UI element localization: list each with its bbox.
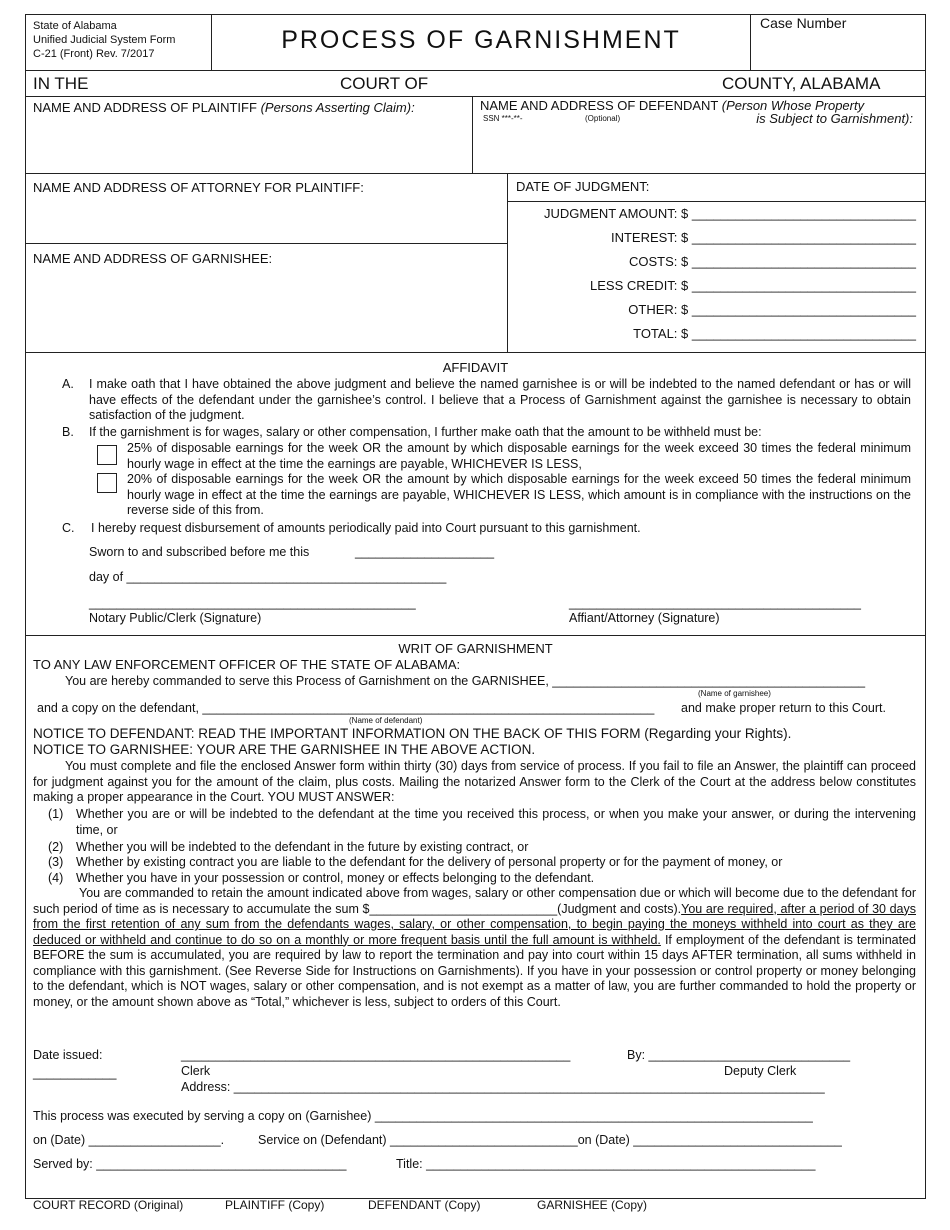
plaintiff-label-text: NAME AND ADDRESS OF PLAINTIFF: [33, 100, 257, 115]
answer-item-num: (3): [48, 855, 64, 869]
defendant-note-1: (Person Whose Property: [721, 98, 865, 113]
case-number-field[interactable]: [751, 15, 925, 69]
copy-court-record: COURT RECORD (Original): [33, 1198, 184, 1212]
defendant-field[interactable]: [474, 128, 924, 172]
page-title: PROCESS OF GARNISHMENT: [281, 26, 681, 54]
notice-to-defendant: NOTICE TO DEFENDANT: READ THE IMPORTANT INFORMATION ON THE BACK OF THIS FORM (Regarding your Rights).: [33, 726, 792, 741]
deputy-clerk-label: Deputy Clerk: [724, 1064, 797, 1078]
divider: [472, 96, 473, 173]
writ-proper-return: and make proper return to this Court.: [681, 701, 886, 715]
answer-item-num: (2): [48, 840, 64, 854]
must-complete-text: You must complete and file the enclosed Answer form within thirty (30) days from service of process. If you fail to file an Answer, the plaintiff can proceed for judgment against you for the amount of the claim, plus costs. Mailing the notarized Answer form to the Clerk of the Court at the address below constitutes making a proper appearance in the Court. YOU MUST ANSWER:: [33, 759, 916, 804]
notary-label: Notary Public/Clerk (Signature): [89, 611, 262, 625]
retain-paragraph: [33, 886, 916, 1010]
on-date-field[interactable]: on (Date) ___________________.: [33, 1133, 225, 1147]
checkbox-25-percent[interactable]: [97, 445, 117, 465]
notice-to-garnishee: NOTICE TO GARNISHEE: YOUR ARE THE GARNISHEE IN THE ABOVE ACTION.: [33, 742, 536, 757]
court-of-label: COURT OF: [340, 74, 429, 93]
answer-item-text: Whether you will be indebted to the defendant in the future by existing contract, or: [76, 840, 529, 854]
name-of-garnishee-caption: (Name of garnishee): [698, 689, 771, 698]
copy-garnishee: GARNISHEE (Copy): [537, 1198, 648, 1212]
plaintiff-field[interactable]: [27, 118, 470, 172]
ssn-optional: (Optional): [585, 114, 621, 123]
writ-copy-on-defendant[interactable]: and a copy on the defendant, _________________________________________________________________: [37, 701, 655, 715]
copy-defendant: DEFENDANT (Copy): [368, 1198, 481, 1212]
attorney-field[interactable]: [27, 198, 505, 242]
county-label: COUNTY, ALABAMA: [722, 74, 881, 93]
divider: [25, 96, 926, 97]
notary-signature-field[interactable]: _______________________________________________: [89, 596, 416, 610]
case-number-label: Case Number: [760, 15, 847, 31]
plaintiff-note: (Persons Asserting Claim):: [260, 100, 415, 115]
retain-text-2: If employment of the defendant is terminated BEFORE the sum is accumulated, you are required by law to report the termination and pay into court within 15 days AFTER termination, all sums withheld in compliance with this garnishment. (See Reverse Side for Instructions on Garnishments). If you have in your possession or control property or money belonging to the defendant, which is NOT wages, salary or other compensation, and is not exempt as a matter of law, you are further commanded to hold the property or money, or the amount shown above as “Total,” whichever is less, subject to orders of this Court.: [33, 932, 916, 1009]
divider: [25, 635, 926, 636]
executed-garnishee-field[interactable]: This process was executed by serving a copy on (Garnishee) _______________________________________________________________: [33, 1109, 813, 1123]
affidavit-c-label: C.: [62, 521, 75, 535]
date-issued-label: Date issued:: [33, 1048, 103, 1062]
address-field[interactable]: Address: _____________________________________________________________________________________: [181, 1080, 825, 1094]
form-info-number: C-21 (Front) Rev. 7/2017: [33, 48, 155, 60]
affiant-signature-field[interactable]: __________________________________________: [569, 596, 861, 610]
writ-commanded[interactable]: You are hereby commanded to serve this Process of Garnishment on the GARNISHEE, _____________________________________________: [65, 674, 866, 688]
affidavit-b-label: B.: [62, 425, 74, 439]
writ-to-officer: TO ANY LAW ENFORCEMENT OFFICER OF THE STATE OF ALABAMA:: [33, 657, 461, 672]
divider: [25, 352, 926, 353]
costs-field[interactable]: COSTS: $ _______________________________: [629, 254, 916, 269]
answer-item-text: Whether you are or will be indebted to the defendant at the time you received this process, or when you make your answer, or during the intervening time, or: [76, 807, 916, 837]
other-field[interactable]: OTHER: $ _______________________________: [628, 302, 916, 317]
checkbox-20-percent[interactable]: [97, 473, 117, 493]
sworn-date-field[interactable]: ____________________: [355, 545, 495, 559]
affidavit-a-label: A.: [62, 377, 74, 391]
option-25-text: 25% of disposable earnings for the week OR the amount by which disposable earnings for the week exceed 30 times the federal minimum hourly wage in effect at the time the earnings are payable, WHICHEVER IS LESS,: [127, 441, 911, 471]
judgment-amount-field[interactable]: JUDGMENT AMOUNT: $ _______________________________: [544, 206, 916, 221]
name-of-defendant-caption: (Name of defendant): [349, 716, 423, 725]
less-credit-field[interactable]: LESS CREDIT: $ _______________________________: [590, 278, 916, 293]
answer-item-text: Whether by existing contract you are liable to the defendant for the delivery of personal property or for the payment of money, or: [76, 855, 783, 869]
clerk-signature-field[interactable]: ________________________________________________________: [181, 1048, 571, 1062]
retain-underlined-text: You are required, after a period of 30 days from the first retention of any sum from the defendants wages, salary, or other compensation, to begin paying the moneys withheld into court as they are deduced or withheld and continue to do so on a monthly or more frequent basis until the full amount is withheld.: [33, 901, 916, 947]
interest-field[interactable]: INTEREST: $ _______________________________: [610, 230, 916, 245]
copy-plaintiff: PLAINTIFF (Copy): [225, 1198, 325, 1212]
served-by-field[interactable]: Served by: ____________________________________: [33, 1157, 347, 1171]
form-info: [33, 19, 175, 61]
ssn-label: SSN ***-**-: [483, 114, 523, 123]
service-on-defendant-field[interactable]: Service on (Defendant) ___________________________on (Date) ______________________________: [258, 1133, 842, 1147]
divider: [507, 173, 508, 352]
sworn-text: Sworn to and subscribed before me this: [89, 545, 310, 559]
attorney-label: NAME AND ADDRESS OF ATTORNEY FOR PLAINTIFF:: [33, 180, 364, 195]
defendant-label-text: NAME AND ADDRESS OF DEFENDANT: [480, 98, 719, 113]
title-field[interactable]: Title: ________________________________________________________: [396, 1157, 816, 1171]
garnishee-label: NAME AND ADDRESS OF GARNISHEE:: [33, 251, 273, 266]
affidavit-b-text: If the garnishment is for wages, salary or other compensation, I further make oath that the amount to be withheld must be:: [89, 425, 762, 439]
divider: [25, 243, 507, 244]
divider: [25, 70, 926, 71]
option-20-text: 20% of disposable earnings for the week OR the amount by which disposable earnings for the week exceed 50 times the federal minimum hourly wage in effect at the time the earnings are payable, WHICHEVER IS LESS, which amount is in compliance with the instructions on the reverse side of this from.: [127, 472, 911, 517]
defendant-note-2: is Subject to Garnishment):: [756, 111, 913, 126]
in-the-label: IN THE: [33, 74, 89, 93]
affidavit-a-text: I make oath that I have obtained the above judgment and believe the named garnishee is or will be indebted to the named defendant or has or will have effects of the defendant under the garnishee’s control. I believe that a Process of Garnishment against the garnishee is necessary to obtain satisfaction of the judgment.: [89, 377, 911, 422]
form-info-state: State of Alabama: [33, 20, 117, 32]
divider: [25, 173, 926, 174]
answer-item-num: (1): [48, 807, 64, 821]
retain-text-1: You are commanded to retain the amount indicated above from wages, salary or other compensation due or which will become due to the defendant for such period of time as is necessary to accumulate the sum $___________________________(Judgment and costs).: [33, 886, 916, 916]
date-issued-field[interactable]: ____________: [33, 1066, 117, 1080]
clerk-label: Clerk: [181, 1064, 211, 1078]
affidavit-c-text: I hereby request disbursement of amounts periodically paid into Court pursuant to this garnishment.: [91, 521, 641, 535]
total-field[interactable]: TOTAL: $ _______________________________: [633, 326, 916, 341]
affidavit-title: AFFIDAVIT: [442, 360, 509, 375]
answer-item-num: (4): [48, 871, 64, 885]
date-of-judgment-label: DATE OF JUDGMENT:: [516, 179, 650, 194]
garnishee-field[interactable]: [27, 270, 505, 350]
form-info-system: Unified Judicial System Form: [33, 34, 176, 46]
plaintiff-label: [33, 100, 415, 115]
answer-item-text: Whether you have in your possession or control, money or effects belonging to the defendant.: [76, 871, 595, 885]
by-deputy-field[interactable]: By: _____________________________: [627, 1048, 851, 1062]
writ-title: WRIT OF GARNISHMENT: [398, 641, 553, 656]
day-of-field[interactable]: day of ______________________________________________: [89, 570, 447, 584]
affiant-label: Affiant/Attorney (Signature): [569, 611, 720, 625]
divider: [507, 201, 926, 202]
